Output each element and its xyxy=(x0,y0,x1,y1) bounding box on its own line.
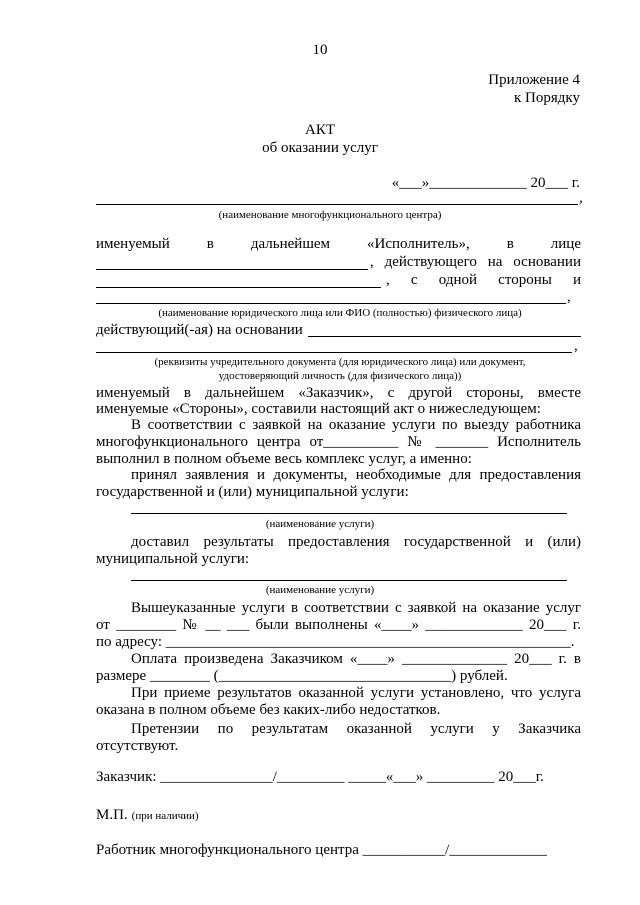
para1-line2-tail: , действующего на основании xyxy=(370,254,581,270)
date-line: «___»_____________ 20___ г. xyxy=(391,175,580,191)
org-name-caption: (наименование многофункционального центра) xyxy=(218,209,442,221)
worker-signature-line: Работник многофункционального центра ___________/_____________ xyxy=(96,842,547,858)
act-subtitle: об оказании услуг xyxy=(262,140,378,156)
para2-line2: именуемые «Стороны», составили настоящий акт о нижеследующем: xyxy=(96,401,541,417)
para1-line2-blank xyxy=(96,269,368,270)
para2-line1: именуемый в дальнейшем «Заказчик», с другой стороны, вместе xyxy=(96,385,581,401)
requisites-caption-2: удостоверяющий личность (для физического лица)) xyxy=(218,370,462,382)
appendix-line-2: к Порядку xyxy=(514,90,580,106)
requisites-comma: , xyxy=(574,338,578,354)
para3-line3: выполнил в полном объеме весь комплекс услуг, а именно: xyxy=(96,451,472,467)
para3-line2: многофункционального центра от__________ № _______ Исполнитель xyxy=(96,434,581,450)
para7-line2: размере ________ (_______________________________) рублей. xyxy=(96,668,508,684)
para6-line2: от ________ № __ ___ были выполнены «____» _____________ 20___ г. xyxy=(96,617,581,633)
para4-line1: принял заявления и документы, необходимые для предоставления xyxy=(131,467,581,483)
para1-line3-tail: , с одной стороны и xyxy=(386,272,581,288)
service-caption-1: (наименование услуги) xyxy=(265,518,375,530)
para4-line2: государственной и (или) муниципальной услуги: xyxy=(96,484,409,500)
requisites-caption-1: (реквизиты учредительного документа (для юридического лица) или документ, xyxy=(154,356,526,368)
org-name-comma: , xyxy=(579,190,583,206)
act-title: АКТ xyxy=(305,122,335,138)
service-line-2 xyxy=(131,580,567,581)
service-caption-2: (наименование услуги) xyxy=(265,584,375,596)
para8-line2: оказана в полном объеме без каких-либо недостатков. xyxy=(96,702,441,718)
para5-line1: доставил результаты предоставления государственной и (или) xyxy=(131,534,581,550)
para1-line3-blank xyxy=(96,287,381,288)
acting-on-basis: действующий(-ая) на основании xyxy=(96,322,303,338)
para7-line1: Оплата произведена Заказчиком «____» ______________ 20___ г. в xyxy=(131,651,581,667)
para1-line1: именуемый в дальнейшем «Исполнитель», в лице xyxy=(96,236,581,252)
para6-line3: по адресу: ______________________________________________________. xyxy=(96,634,575,650)
para9-line1: Претензии по результатам оказанной услуги у Заказчика xyxy=(131,721,581,737)
stamp-note: (при наличии) xyxy=(131,810,199,822)
para8-line1: При приеме результатов оказанной услуги установлено, что услуга xyxy=(131,685,581,701)
acting-on-basis-blank xyxy=(308,336,581,337)
appendix-line-1: Приложение 4 xyxy=(488,72,580,88)
para1-line4-tail: , xyxy=(567,289,571,305)
stamp-label: М.П. xyxy=(96,807,128,823)
legal-caption: (наименование юридического лица или ФИО (полностью) физического лица) xyxy=(158,307,522,319)
para6-line1: Вышеуказанные услуги в соответствии с заявкой на оказание услуг xyxy=(131,600,581,616)
para1-line4-blank xyxy=(96,303,566,304)
page-number: 10 xyxy=(312,42,328,58)
stamp-block xyxy=(96,806,199,824)
para5-line2: муниципальной услуги: xyxy=(96,551,250,567)
service-line-1 xyxy=(131,513,567,514)
customer-signature-line: Заказчик: _______________/_________ _____«___» _________ 20___г. xyxy=(96,769,544,785)
org-name-line xyxy=(96,204,578,205)
para3-line1: В соответствии с заявкой на оказание услуги по выезду работника xyxy=(131,417,581,433)
requisites-line xyxy=(96,352,572,353)
para9-line2: отсутствуют. xyxy=(96,738,179,754)
